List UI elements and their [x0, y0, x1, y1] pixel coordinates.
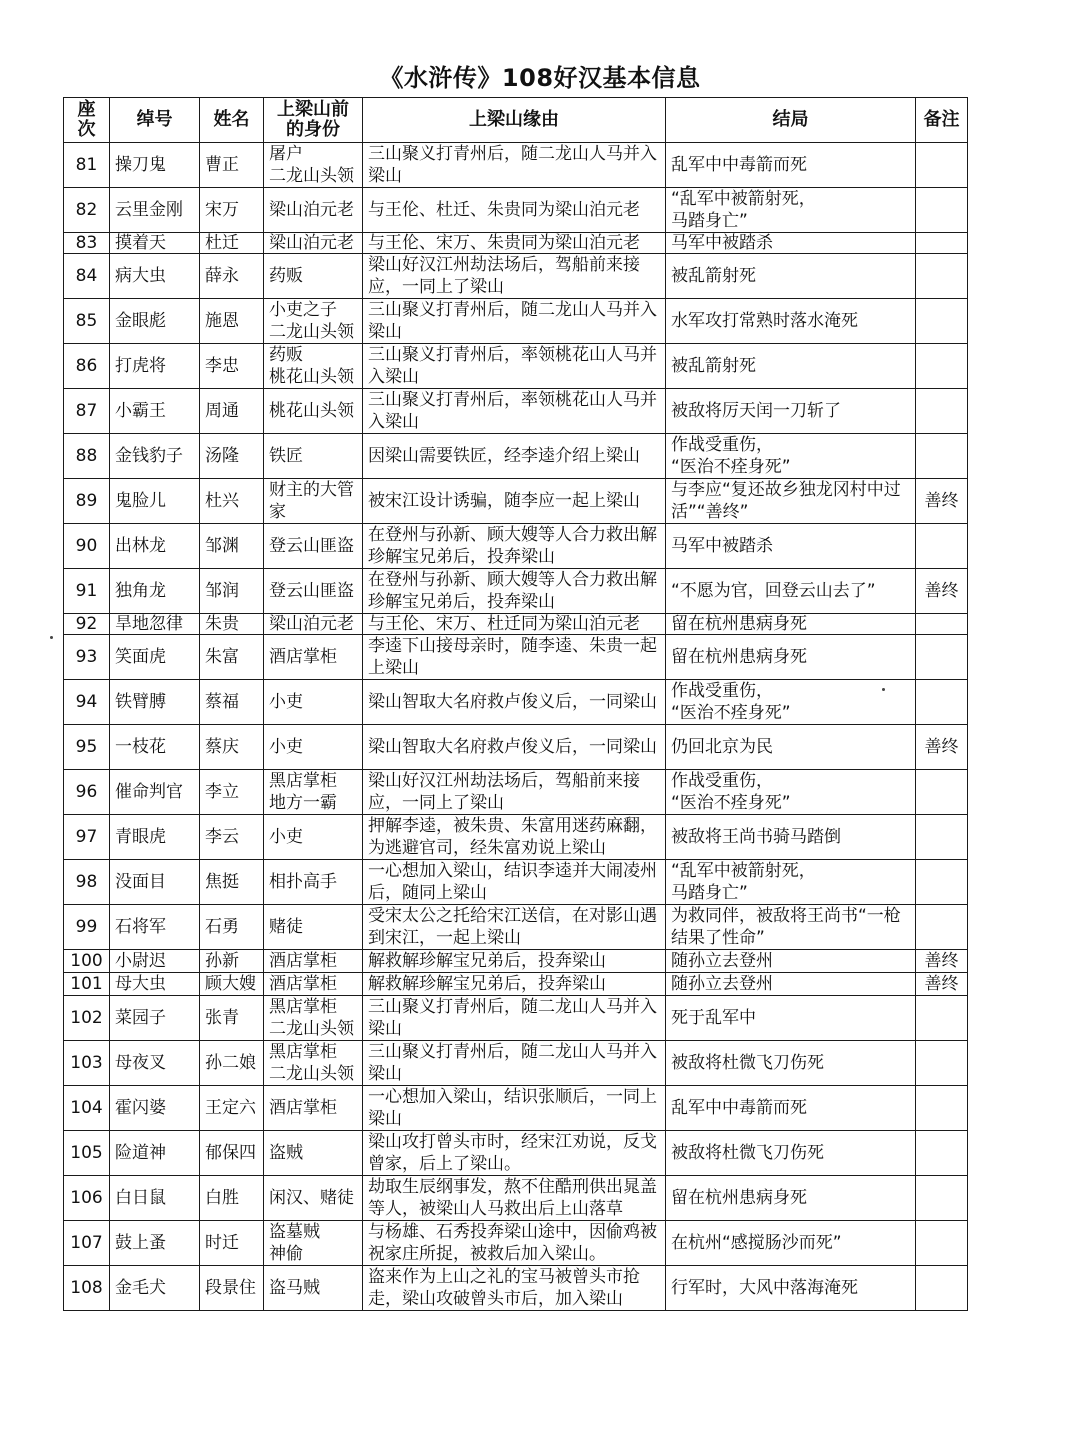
cell-reason: 三山聚义打青州后，随二龙山人马并入梁山 [363, 299, 666, 344]
cell-name: 孙二娘 [200, 1041, 264, 1086]
cell-note [916, 233, 968, 254]
cell-seat: 96 [64, 770, 110, 815]
cell-seat: 106 [64, 1176, 110, 1221]
header-nickname: 绰号 [110, 98, 200, 143]
cell-reason: 梁山好汉江州劫法场后，驾船前来接应，一同上了梁山 [363, 770, 666, 815]
cell-reason: 押解李逵，被朱贵、朱富用迷药麻翻，为逃避官司，经朱富劝说上梁山 [363, 815, 666, 860]
cell-note [916, 905, 968, 950]
cell-ending: 被乱箭射死 [666, 254, 916, 299]
cell-reason: 盗来作为上山之礼的宝马被曾头市抢走，梁山攻破曾头市后，加入梁山 [363, 1266, 666, 1311]
cell-ending: 留在杭州患病身死 [666, 1176, 916, 1221]
cell-note [916, 344, 968, 389]
cell-reason: 梁山攻打曾头市时，经宋江劝说，反戈曾家，后上了梁山。 [363, 1131, 666, 1176]
cell-name: 白胜 [200, 1176, 264, 1221]
cell-ending: 水军攻打常熟时落水淹死 [666, 299, 916, 344]
cell-ending: 在杭州“感搅肠沙而死” [666, 1221, 916, 1266]
cell-note [916, 614, 968, 635]
cell-name: 薛永 [200, 254, 264, 299]
table-row [64, 680, 968, 725]
cell-seat: 81 [64, 143, 110, 188]
table-row [64, 614, 968, 635]
table-row [64, 1221, 968, 1266]
table-row [64, 299, 968, 344]
cell-identity: 登云山匪盗 [264, 569, 363, 614]
cell-ending: 留在杭州患病身死 [666, 635, 916, 680]
cell-reason: 被宋江设计诱骗，随李应一起上梁山 [363, 479, 666, 524]
table-row [64, 569, 968, 614]
cell-nickname: 操刀鬼 [110, 143, 200, 188]
table-row [64, 389, 968, 434]
cell-identity: 桃花山头领 [264, 389, 363, 434]
cell-identity: 小吏 [264, 815, 363, 860]
cell-note [916, 1221, 968, 1266]
table-row [64, 524, 968, 569]
cell-name: 邹渊 [200, 524, 264, 569]
cell-nickname: 险道神 [110, 1131, 200, 1176]
heroes-table [63, 97, 968, 1311]
cell-nickname: 母大虫 [110, 973, 200, 996]
cell-reason: 受宋太公之托给宋江送信，在对影山遇到宋江，一起上梁山 [363, 905, 666, 950]
cell-identity: 酒店掌柜 [264, 1086, 363, 1131]
cell-reason: 与王伦、宋万、杜迁同为梁山泊元老 [363, 614, 666, 635]
table-row [64, 860, 968, 905]
page-title: 《水浒传》108好汉基本信息 [379, 64, 701, 92]
cell-reason: 在登州与孙新、顾大嫂等人合力救出解珍解宝兄弟后，投奔梁山 [363, 524, 666, 569]
cell-name: 李立 [200, 770, 264, 815]
cell-identity: 梁山泊元老 [264, 188, 363, 233]
cell-reason: 一心想加入梁山，结识张顺后，一同上梁山 [363, 1086, 666, 1131]
cell-identity: 酒店掌柜 [264, 950, 363, 973]
cell-identity: 相扑高手 [264, 860, 363, 905]
cell-note [916, 143, 968, 188]
cell-note [916, 680, 968, 725]
cell-seat: 105 [64, 1131, 110, 1176]
cell-name: 杜兴 [200, 479, 264, 524]
cell-seat: 97 [64, 815, 110, 860]
cell-nickname: 金钱豹子 [110, 434, 200, 479]
cell-reason: 与杨雄、石秀投奔梁山途中，因偷鸡被祝家庄所捉，被救后加入梁山。 [363, 1221, 666, 1266]
cell-ending: 乱军中中毒箭而死 [666, 1086, 916, 1131]
cell-note [916, 860, 968, 905]
table-body [64, 143, 968, 1311]
cell-reason: 梁山好汉江州劫法场后，驾船前来接应，一同上了梁山 [363, 254, 666, 299]
table-row [64, 996, 968, 1041]
header-ending: 结局 [666, 98, 916, 143]
cell-name: 邹润 [200, 569, 264, 614]
cell-note [916, 635, 968, 680]
cell-name: 施恩 [200, 299, 264, 344]
cell-note: 善终 [916, 950, 968, 973]
cell-identity: 小吏 [264, 680, 363, 725]
cell-ending: 被敌将王尚书骑马踏倒 [666, 815, 916, 860]
table-row [64, 254, 968, 299]
cell-nickname: 病大虫 [110, 254, 200, 299]
cell-ending: 马军中被踏杀 [666, 233, 916, 254]
cell-name: 宋万 [200, 188, 264, 233]
cell-seat: 88 [64, 434, 110, 479]
table-row [64, 434, 968, 479]
cell-ending: 被敌将杜微飞刀伤死 [666, 1041, 916, 1086]
cell-name: 朱富 [200, 635, 264, 680]
cell-name: 郁保四 [200, 1131, 264, 1176]
cell-nickname: 没面目 [110, 860, 200, 905]
cell-seat: 101 [64, 973, 110, 996]
cell-nickname: 旱地忽律 [110, 614, 200, 635]
table-row [64, 1086, 968, 1131]
cell-nickname: 一枝花 [110, 725, 200, 770]
cell-ending: 被敌将厉天闰一刀斩了 [666, 389, 916, 434]
cell-reason: 与王伦、宋万、朱贵同为梁山泊元老 [363, 233, 666, 254]
cell-nickname: 小霸王 [110, 389, 200, 434]
cell-note: 善终 [916, 569, 968, 614]
cell-note [916, 188, 968, 233]
header-reason: 上梁山缘由 [363, 98, 666, 143]
table-row [64, 1131, 968, 1176]
cell-note [916, 996, 968, 1041]
cell-name: 王定六 [200, 1086, 264, 1131]
cell-name: 张青 [200, 996, 264, 1041]
cell-name: 蔡福 [200, 680, 264, 725]
cell-reason: 三山聚义打青州后，随二龙山人马并入梁山 [363, 143, 666, 188]
cell-reason: 劫取生辰纲事发，熬不住酷刑供出晁盖等人，被梁山人马救出后上山落草 [363, 1176, 666, 1221]
cell-nickname: 打虎将 [110, 344, 200, 389]
cell-ending: 行军时，大风中落海淹死 [666, 1266, 916, 1311]
cell-note [916, 299, 968, 344]
cell-nickname: 鬼脸儿 [110, 479, 200, 524]
cell-reason: 解救解珍解宝兄弟后，投奔梁山 [363, 950, 666, 973]
cell-name: 周通 [200, 389, 264, 434]
cell-nickname: 铁臂膊 [110, 680, 200, 725]
cell-ending: 仍回北京为民 [666, 725, 916, 770]
cell-identity: 酒店掌柜 [264, 973, 363, 996]
cell-nickname: 云里金刚 [110, 188, 200, 233]
cell-identity: 财主的大管家 [264, 479, 363, 524]
table-row [64, 1176, 968, 1221]
scan-speck [882, 688, 885, 691]
cell-name: 李忠 [200, 344, 264, 389]
cell-ending: 随孙立去登州 [666, 973, 916, 996]
table-row [64, 143, 968, 188]
cell-ending: 作战受重伤， “医治不痊身死” [666, 770, 916, 815]
cell-nickname: 白日鼠 [110, 1176, 200, 1221]
cell-ending: 为救同伴，被敌将王尚书“一枪结果了性命” [666, 905, 916, 950]
cell-ending: 作战受重伤， “医治不痊身死” [666, 680, 916, 725]
cell-seat: 85 [64, 299, 110, 344]
cell-name: 蔡庆 [200, 725, 264, 770]
cell-reason: 三山聚义打青州后，率领桃花山人马并入梁山 [363, 389, 666, 434]
cell-seat: 95 [64, 725, 110, 770]
cell-nickname: 青眼虎 [110, 815, 200, 860]
cell-identity: 铁匠 [264, 434, 363, 479]
table-row [64, 973, 968, 996]
table-row [64, 479, 968, 524]
cell-nickname: 小尉迟 [110, 950, 200, 973]
cell-note [916, 770, 968, 815]
cell-identity: 闲汉、赌徒 [264, 1176, 363, 1221]
cell-note [916, 815, 968, 860]
cell-seat: 82 [64, 188, 110, 233]
cell-identity: 黑店掌柜 二龙山头领 [264, 996, 363, 1041]
cell-name: 段景住 [200, 1266, 264, 1311]
header-identity: 上梁山前的身份 [264, 98, 363, 143]
cell-note: 善终 [916, 479, 968, 524]
cell-seat: 103 [64, 1041, 110, 1086]
table-row [64, 950, 968, 973]
cell-name: 顾大嫂 [200, 973, 264, 996]
cell-note [916, 1086, 968, 1131]
table-row [64, 905, 968, 950]
cell-reason: 三山聚义打青州后，随二龙山人马并入梁山 [363, 1041, 666, 1086]
cell-identity: 黑店掌柜 地方一霸 [264, 770, 363, 815]
cell-reason: 与王伦、杜迁、朱贵同为梁山泊元老 [363, 188, 666, 233]
cell-reason: 李逵下山接母亲时，随李逵、朱贵一起上梁山 [363, 635, 666, 680]
cell-note [916, 1176, 968, 1221]
table-row [64, 1266, 968, 1311]
cell-identity: 梁山泊元老 [264, 614, 363, 635]
cell-ending: “乱军中被箭射死， 马踏身亡” [666, 188, 916, 233]
cell-seat: 90 [64, 524, 110, 569]
cell-name: 汤隆 [200, 434, 264, 479]
cell-reason: 梁山智取大名府救卢俊义后，一同梁山 [363, 725, 666, 770]
cell-ending: “不愿为官，回登云山去了” [666, 569, 916, 614]
cell-seat: 98 [64, 860, 110, 905]
cell-seat: 107 [64, 1221, 110, 1266]
cell-note: 善终 [916, 725, 968, 770]
cell-reason: 一心想加入梁山，结识李逵并大闹凌州后，随同上梁山 [363, 860, 666, 905]
cell-seat: 89 [64, 479, 110, 524]
cell-seat: 91 [64, 569, 110, 614]
cell-seat: 92 [64, 614, 110, 635]
cell-ending: 作战受重伤， “医治不痊身死” [666, 434, 916, 479]
cell-nickname: 金毛犬 [110, 1266, 200, 1311]
cell-identity: 盗马贼 [264, 1266, 363, 1311]
cell-note [916, 1041, 968, 1086]
cell-seat: 83 [64, 233, 110, 254]
cell-identity: 药贩 桃花山头领 [264, 344, 363, 389]
cell-nickname: 笑面虎 [110, 635, 200, 680]
cell-seat: 102 [64, 996, 110, 1041]
cell-name: 朱贵 [200, 614, 264, 635]
cell-note [916, 1131, 968, 1176]
cell-identity: 小吏 [264, 725, 363, 770]
cell-ending: 留在杭州患病身死 [666, 614, 916, 635]
cell-nickname: 金眼彪 [110, 299, 200, 344]
cell-reason: 梁山智取大名府救卢俊义后，一同梁山 [363, 680, 666, 725]
cell-reason: 因梁山需要铁匠，经李逵介绍上梁山 [363, 434, 666, 479]
cell-name: 孙新 [200, 950, 264, 973]
cell-name: 时迁 [200, 1221, 264, 1266]
table-row [64, 344, 968, 389]
cell-seat: 86 [64, 344, 110, 389]
cell-ending: 乱军中中毒箭而死 [666, 143, 916, 188]
cell-seat: 84 [64, 254, 110, 299]
cell-name: 杜迁 [200, 233, 264, 254]
cell-seat: 104 [64, 1086, 110, 1131]
cell-identity: 屠户 二龙山头领 [264, 143, 363, 188]
cell-name: 李云 [200, 815, 264, 860]
cell-ending: 死于乱军中 [666, 996, 916, 1041]
cell-name: 曹正 [200, 143, 264, 188]
cell-reason: 三山聚义打青州后，随二龙山人马并入梁山 [363, 996, 666, 1041]
cell-identity: 梁山泊元老 [264, 233, 363, 254]
table-row [64, 725, 968, 770]
cell-identity: 盗墓贼 神偷 [264, 1221, 363, 1266]
cell-identity: 盗贼 [264, 1131, 363, 1176]
cell-nickname: 母夜叉 [110, 1041, 200, 1086]
cell-nickname: 石将军 [110, 905, 200, 950]
cell-nickname: 菜园子 [110, 996, 200, 1041]
header-note: 备注 [916, 98, 968, 143]
cell-nickname: 独角龙 [110, 569, 200, 614]
cell-identity: 登云山匪盗 [264, 524, 363, 569]
cell-ending: 被乱箭射死 [666, 344, 916, 389]
cell-reason: 三山聚义打青州后，率领桃花山人马并入梁山 [363, 344, 666, 389]
table-row [64, 233, 968, 254]
cell-ending: 随孙立去登州 [666, 950, 916, 973]
table-row [64, 635, 968, 680]
cell-ending: 被敌将杜微飞刀伤死 [666, 1131, 916, 1176]
cell-nickname: 出林龙 [110, 524, 200, 569]
cell-note [916, 254, 968, 299]
cell-identity: 小吏之子 二龙山头领 [264, 299, 363, 344]
cell-seat: 87 [64, 389, 110, 434]
cell-nickname: 催命判官 [110, 770, 200, 815]
cell-nickname: 摸着天 [110, 233, 200, 254]
cell-note [916, 434, 968, 479]
cell-seat: 93 [64, 635, 110, 680]
table-row [64, 770, 968, 815]
cell-identity: 酒店掌柜 [264, 635, 363, 680]
cell-ending: 与李应“复还故乡独龙冈村中过活”“善终” [666, 479, 916, 524]
cell-seat: 99 [64, 905, 110, 950]
table-row [64, 1041, 968, 1086]
cell-ending: “乱军中被箭射死， 马踏身亡” [666, 860, 916, 905]
cell-seat: 108 [64, 1266, 110, 1311]
header-name: 姓名 [200, 98, 264, 143]
cell-identity: 药贩 [264, 254, 363, 299]
cell-nickname: 霍闪婆 [110, 1086, 200, 1131]
cell-note [916, 1266, 968, 1311]
cell-name: 石勇 [200, 905, 264, 950]
cell-nickname: 鼓上蚤 [110, 1221, 200, 1266]
table-row [64, 815, 968, 860]
table-header-row [64, 98, 968, 143]
cell-name: 焦挺 [200, 860, 264, 905]
scan-speck [50, 636, 53, 639]
cell-seat: 94 [64, 680, 110, 725]
header-seat: 座次 [64, 98, 110, 143]
cell-reason: 解救解珍解宝兄弟后，投奔梁山 [363, 973, 666, 996]
table-row [64, 188, 968, 233]
cell-note: 善终 [916, 973, 968, 996]
cell-note [916, 524, 968, 569]
cell-note [916, 389, 968, 434]
cell-seat: 100 [64, 950, 110, 973]
cell-ending: 马军中被踏杀 [666, 524, 916, 569]
cell-identity: 赌徒 [264, 905, 363, 950]
cell-reason: 在登州与孙新、顾大嫂等人合力救出解珍解宝兄弟后，投奔梁山 [363, 569, 666, 614]
cell-identity: 黑店掌柜 二龙山头领 [264, 1041, 363, 1086]
